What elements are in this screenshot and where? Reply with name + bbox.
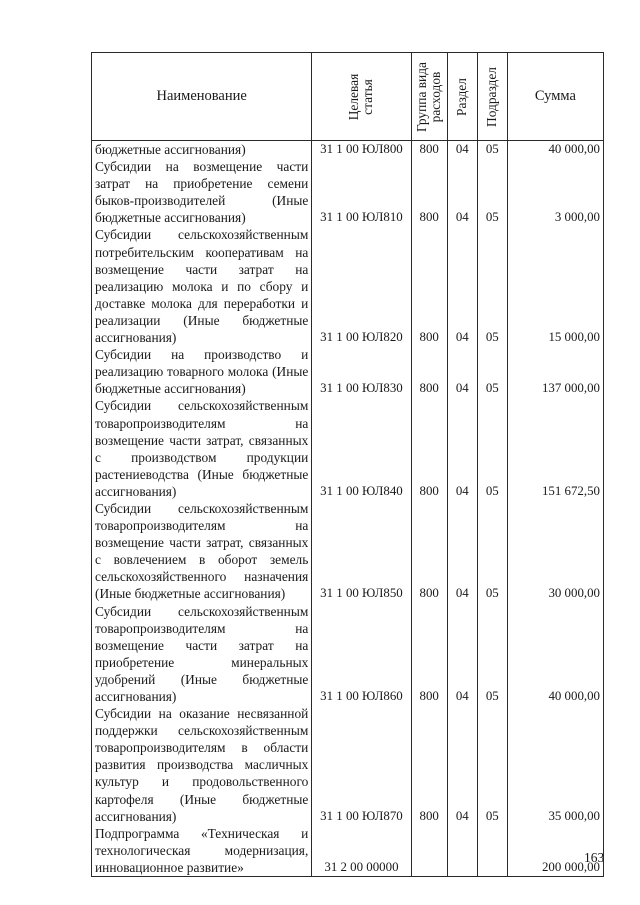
row-name-cell: Субсидии сельскохозяйственным товаропроизводителям на возмещение части затрат, связанных с производством продукции растениеводства (Иные бюджетные ассигнования) [92,397,312,500]
header-subsection [477,53,507,141]
row-subsection-cell: 05 [477,500,507,603]
header-subsection-text: Подраздел [484,66,500,127]
table-row [92,825,604,877]
row-target-article-cell: 31 1 00 ЮЛ860 [312,603,411,706]
row-target-article-cell: 31 1 00 ЮЛ800 [312,141,411,159]
row-sum-cell: 30 000,00 [507,500,603,603]
row-section-cell: 04 [447,141,477,159]
row-expense-group-cell: 800 [411,346,447,397]
row-target-article-cell: 31 2 00 00000 [312,825,411,877]
row-expense-group-cell: 800 [411,141,447,159]
row-expense-group-cell: 800 [411,500,447,603]
row-subsection-cell: 05 [477,141,507,159]
row-name-cell: Субсидии сельскохозяйственным товаропроизводителям на возмещение части затрат, связанных с вовлечением в оборот земель сельскохозяйственного назначения (Иные бюджетные ассигнования) [92,500,312,603]
row-target-article-cell: 31 1 00 ЮЛ820 [312,226,411,346]
row-sum-cell: 137 000,00 [507,346,603,397]
table-row [92,705,604,825]
row-name-cell: Субсидии на оказание несвязанной поддержки сельскохозяйственным товаропроизводителям в области развития производства масличных культур и продовольственного картофеля (Иные бюджетные ассигнования) [92,705,312,825]
table-body [92,141,604,877]
row-expense-group-cell: 800 [411,226,447,346]
header-section-text: Раздел [454,77,470,116]
table-row [92,500,604,603]
row-sum-cell: 40 000,00 [507,603,603,706]
table-row [92,397,604,500]
row-name-cell: Подпрограмма «Техническая и технологическая модернизация, инновационное развитие» [92,825,312,877]
row-sum-cell: 3 000,00 [507,158,603,226]
row-name-cell: Субсидии на производство и реализацию товарного молока (Иные бюджетные ассигнования) [92,346,312,397]
table-row [92,346,604,397]
table-header-row [92,53,604,141]
row-section-cell: 04 [447,500,477,603]
row-subsection-cell [477,825,507,877]
row-sum-cell: 40 000,00 [507,141,603,159]
row-sum-cell: 151 672,50 [507,397,603,500]
row-name-cell: Субсидии сельскохозяйственным товаропроизводителям на возмещение части затрат на приобретение минеральных удобрений (Иные бюджетные ассигнования) [92,603,312,706]
row-name-cell: Субсидии сельскохозяйственным потребительским кооперативам на возмещение части затрат на реализацию молока и по сбору и доставке молока для переработки и реализации (Иные бюджетные ассигнования) [92,226,312,346]
row-subsection-cell: 05 [477,603,507,706]
table-row [92,603,604,706]
row-expense-group-cell: 800 [411,397,447,500]
row-sum-cell: 200 000,00 [507,825,603,877]
row-section-cell: 04 [447,226,477,346]
row-subsection-cell: 05 [477,346,507,397]
row-expense-group-cell [411,825,447,877]
table-row [92,141,604,159]
header-target-article [312,53,411,141]
row-subsection-cell: 05 [477,397,507,500]
header-name: Наименование [92,53,312,141]
row-subsection-cell: 05 [477,226,507,346]
header-expense-group-text: Группа вида расходов [414,61,444,132]
row-target-article-cell: 31 1 00 ЮЛ840 [312,397,411,500]
row-expense-group-cell: 800 [411,705,447,825]
page-number: 163 [584,850,605,865]
row-name-cell: Субсидии на возмещение части затрат на приобретение семени быков-производителей (Иные бюджетные ассигнования) [92,158,312,226]
row-target-article-cell: 31 1 00 ЮЛ830 [312,346,411,397]
budget-table [91,52,604,877]
row-section-cell: 04 [447,603,477,706]
header-expense-group [411,53,447,141]
table-row [92,158,604,226]
row-section-cell: 04 [447,158,477,226]
row-subsection-cell: 05 [477,705,507,825]
row-name-cell: бюджетные ассигнования) [92,141,312,159]
header-target-article-text: Целевая статья [346,73,376,120]
row-expense-group-cell: 800 [411,158,447,226]
row-target-article-cell: 31 1 00 ЮЛ870 [312,705,411,825]
row-section-cell: 04 [447,705,477,825]
table-row [92,226,604,346]
row-section-cell [447,825,477,877]
row-target-article-cell: 31 1 00 ЮЛ810 [312,158,411,226]
row-expense-group-cell: 800 [411,603,447,706]
header-section [447,53,477,141]
row-subsection-cell: 05 [477,158,507,226]
row-section-cell: 04 [447,346,477,397]
row-sum-cell: 15 000,00 [507,226,603,346]
row-sum-cell: 35 000,00 [507,705,603,825]
row-section-cell: 04 [447,397,477,500]
row-target-article-cell: 31 1 00 ЮЛ850 [312,500,411,603]
header-sum: Сумма [507,53,603,141]
